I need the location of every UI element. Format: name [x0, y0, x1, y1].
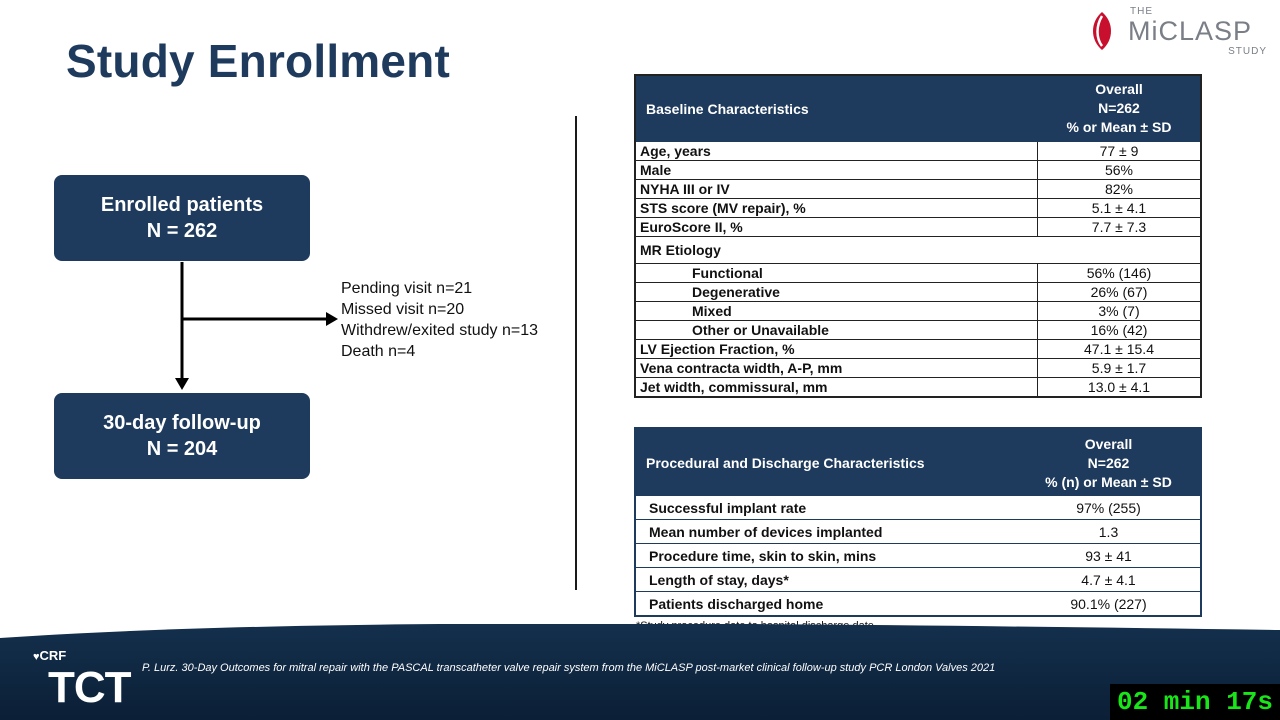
table-row: Patients discharged home 90.1% (227): [635, 592, 1201, 617]
followup-box: [54, 393, 310, 479]
logo-study-text: STUDY: [1228, 46, 1267, 57]
baseline-characteristics-table: [634, 74, 1202, 398]
crf-logo: ♥CRF: [33, 648, 67, 663]
logo-name-text: MiCLASP: [1128, 16, 1253, 46]
followup-count: N = 204: [146, 438, 218, 460]
table-row: Length of stay, days* 4.7 ± 4.1: [635, 568, 1201, 592]
table-row: Age, years 77 ± 9: [635, 142, 1201, 161]
table-row: Mixed 3% (7): [635, 302, 1201, 321]
vertical-divider: [575, 116, 577, 590]
exit-death: Death n=4: [341, 343, 416, 360]
procedural-header-label: Procedural and Discharge Characteristics: [635, 428, 1017, 496]
logo-the-text: THE: [1130, 6, 1153, 17]
exit-missed: Missed visit n=20: [341, 301, 465, 318]
followup-label: 30-day follow-up: [103, 412, 261, 434]
table-row: Successful implant rate 97% (255): [635, 496, 1201, 520]
table-row: Vena contracta width, A-P, mm 5.9 ± 1.7: [635, 359, 1201, 378]
procedural-discharge-table: [634, 427, 1202, 617]
table-row: Mean number of devices implanted 1.3: [635, 520, 1201, 544]
exit-reasons-list: [341, 278, 538, 362]
table-row: Functional 56% (146): [635, 264, 1201, 283]
enrolled-label: Enrolled patients: [100, 194, 264, 216]
table-row: STS score (MV repair), % 5.1 ± 4.1: [635, 199, 1201, 218]
baseline-header-label: Baseline Characteristics: [635, 75, 1038, 142]
table-row: Other or Unavailable 16% (42): [635, 321, 1201, 340]
citation-text: P. Lurz. 30-Day Outcomes for mitral repair with the PASCAL transcatheter valve repair system from the MiCLASP post-market clinical follow-up study PCR London Valves 2021: [142, 662, 996, 674]
table-row: LV Ejection Fraction, % 47.1 ± 15.4: [635, 340, 1201, 359]
tct-logo: TCT: [48, 663, 131, 712]
slide-title: Study Enrollment: [66, 35, 451, 87]
table-row: NYHA III or IV 82%: [635, 180, 1201, 199]
exit-pending: Pending visit n=21: [341, 280, 473, 297]
baseline-header-overall: Overall N=262 % or Mean ± SD: [1038, 75, 1202, 142]
table-row: Degenerative 26% (67): [635, 283, 1201, 302]
procedural-header-overall: Overall N=262 % (n) or Mean ± SD: [1017, 428, 1201, 496]
exit-withdrew: Withdrew/exited study n=13: [341, 322, 538, 339]
table-row: Male 56%: [635, 161, 1201, 180]
table-section-row: MR Etiology: [635, 237, 1201, 264]
table-row: Procedure time, skin to skin, mins 93 ± 41: [635, 544, 1201, 568]
enrolled-count: N = 262: [146, 220, 218, 242]
table-row: EuroScore II, % 7.7 ± 7.3: [635, 218, 1201, 237]
countdown-timer: 02 min 17s: [1110, 684, 1280, 720]
table-row: Jet width, commissural, mm 13.0 ± 4.1: [635, 378, 1201, 398]
